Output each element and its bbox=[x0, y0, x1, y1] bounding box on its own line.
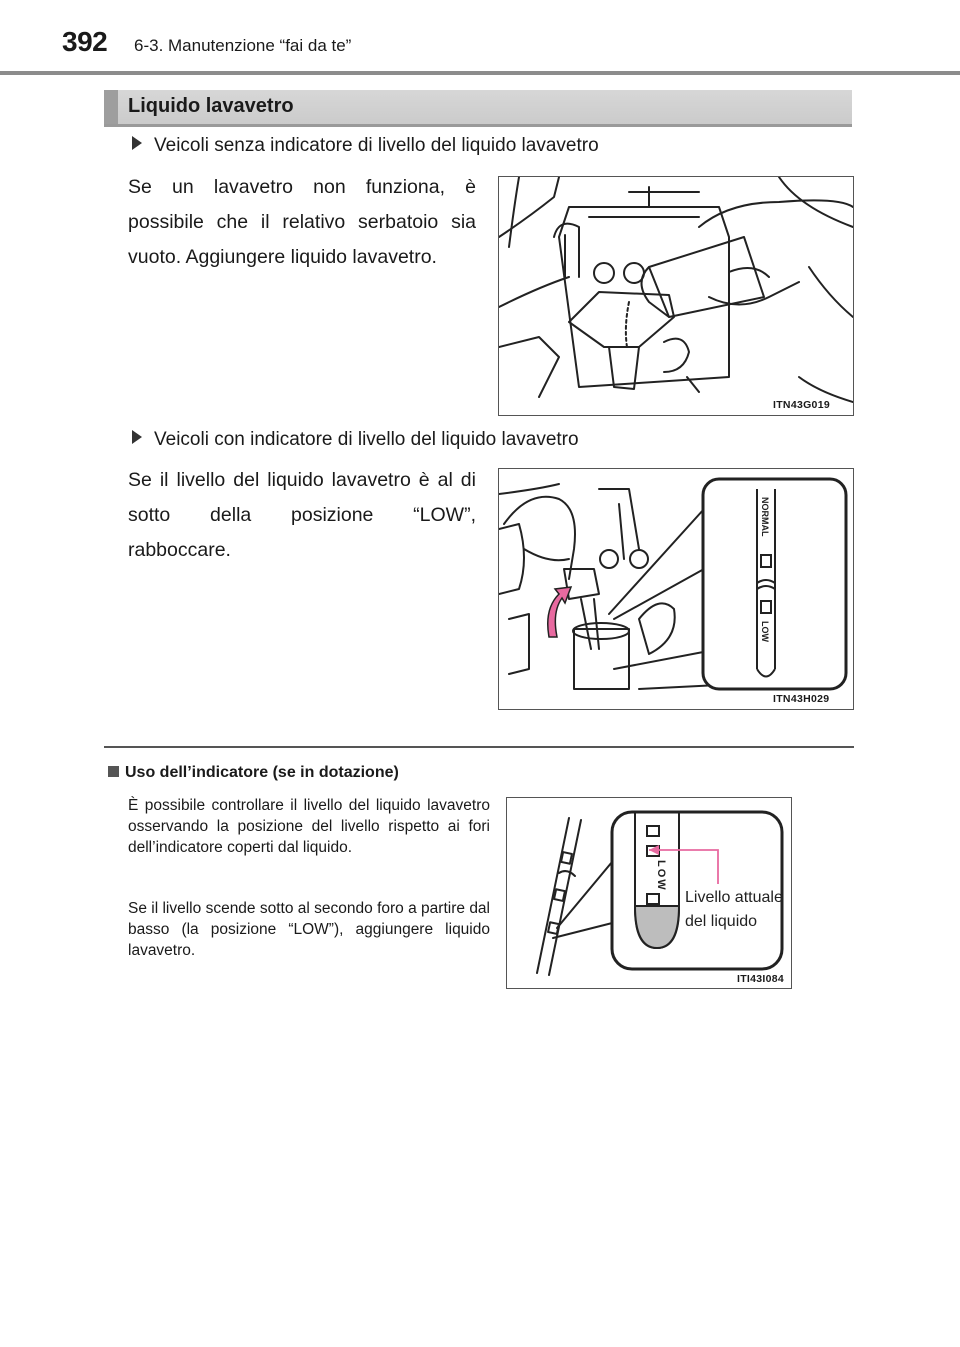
bullet-text: Veicoli con indicatore di livello del liquido lavavetro bbox=[154, 429, 579, 450]
figure-code: ITN43H029 bbox=[773, 693, 830, 705]
header-rule bbox=[0, 71, 960, 75]
chapter-title: 6-3. Manutenzione “fai da te” bbox=[134, 36, 352, 55]
page-number: 392 bbox=[62, 26, 108, 57]
section-title-bar bbox=[104, 90, 852, 127]
triangle-bullet-icon bbox=[132, 430, 142, 444]
gauge-normal-label: NORMAL bbox=[760, 497, 770, 537]
figure-code: ITN43G019 bbox=[773, 399, 830, 411]
section-title: Liquido lavavetro bbox=[128, 95, 294, 117]
paragraph-low-refill: Se il livello scende sotto al secondo foro a partire dal basso (la posizione “LOW”), aggiungere liquido lavavetro. bbox=[128, 900, 490, 959]
subsection-heading bbox=[108, 764, 399, 782]
funnel-illustration bbox=[499, 177, 853, 415]
section-stripe bbox=[104, 90, 118, 124]
figure-code: ITI43I084 bbox=[737, 973, 785, 985]
gauge-illustration bbox=[499, 469, 853, 709]
paragraph-refill: Se un lavavetro non funziona, è possibile che il relativo serbatoio sia vuoto. Aggiungere liquido lavavetro. bbox=[128, 176, 476, 268]
subsection-heading-text: Uso dell’indicatore (se in dotazione) bbox=[125, 764, 399, 781]
indicator-low-label: LOW bbox=[655, 860, 667, 892]
callout-current-level: Livello attuale del liquido bbox=[685, 889, 783, 930]
bullet-with-indicator bbox=[132, 429, 579, 451]
paragraph-indicator-usage: È possibile controllare il livello del liquido lavavetro osservando la posizione del livello rispetto ai fori dell’indicatore coperti dal liquido. bbox=[128, 797, 490, 856]
indicator-illustration bbox=[507, 798, 791, 988]
section-divider bbox=[104, 746, 854, 748]
square-bullet-icon bbox=[108, 766, 119, 777]
bullet-without-indicator bbox=[132, 135, 599, 157]
bullet-text: Veicoli senza indicatore di livello del liquido lavavetro bbox=[154, 135, 599, 156]
figure-refill-funnel bbox=[498, 176, 854, 416]
gauge-low-label: LOW bbox=[760, 621, 770, 642]
figure-level-gauge bbox=[498, 468, 854, 710]
figure-indicator-detail bbox=[506, 797, 792, 989]
triangle-bullet-icon bbox=[132, 136, 142, 150]
paragraph-low-level: Se il livello del liquido lavavetro è al di sotto della posizione “LOW”, rabboccare. bbox=[128, 469, 476, 561]
